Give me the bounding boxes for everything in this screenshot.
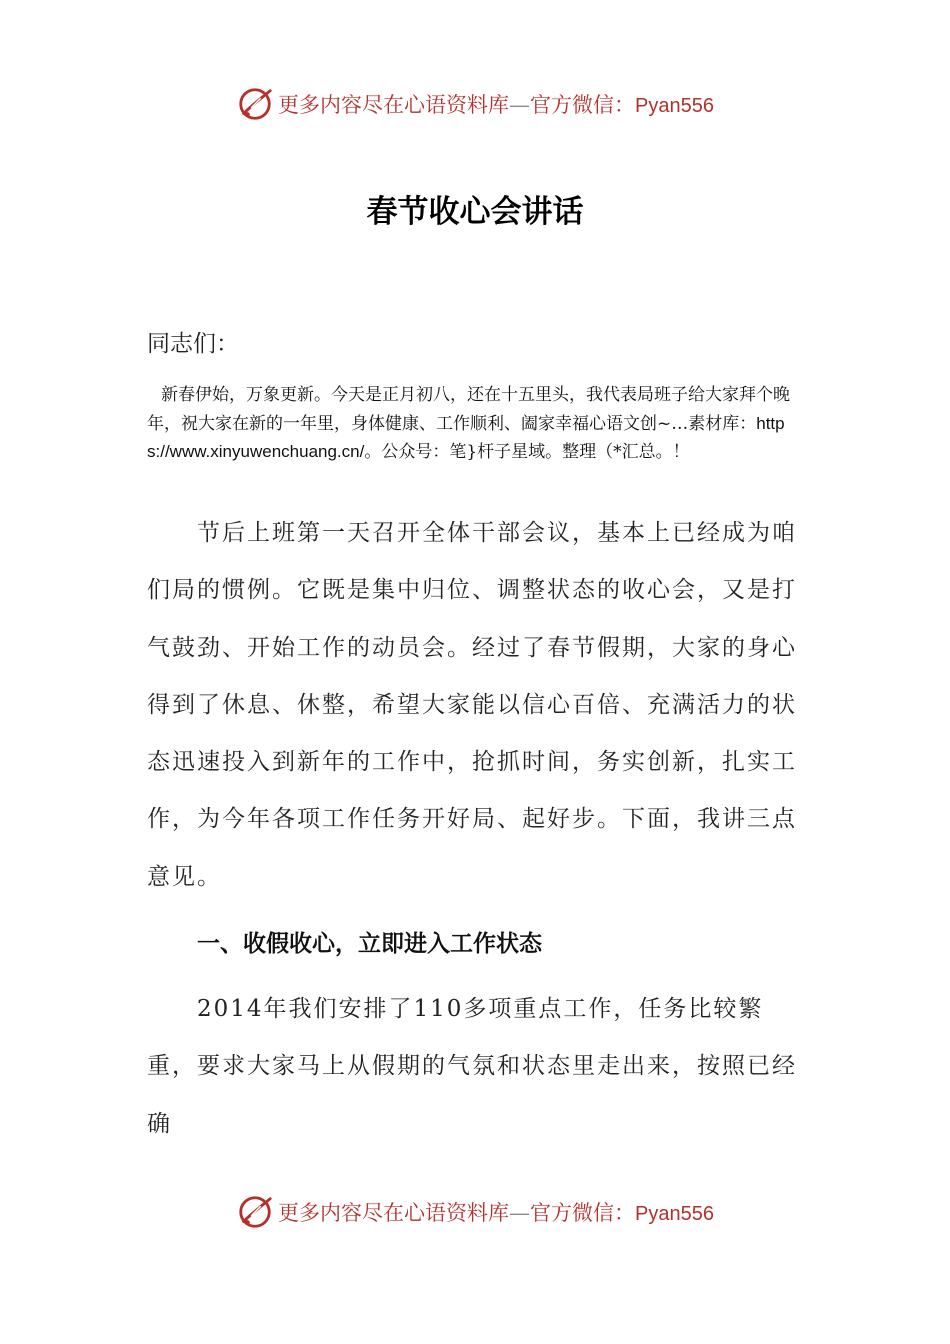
intro-text-after-url: 。公众号：笔}杆子星域。整理（*汇总。！ [364,442,690,462]
intro-url: https://www.xinyuwenchuang.cn/ [147,413,785,461]
footer-banner-wechat-id: Pyan556 [635,1203,714,1225]
header-banner-separator: — [509,93,531,117]
body-paragraph-1: 节后上班第一天召开全体干部会议，基本上已经成为咱们局的惯例。它既是集中归位、调整状态的收心会，又是打气鼓劲、开始工作的动员会。经过了春节假期，大家的身心得到了休息、休整，希望大家能以信心百倍、充满活力的状态迅速投入到新年的工作中，抢抓时间，务实创新，扎实工作，为今年各项工作任务开好局、起好步。下面，我讲三点意见。 [147,520,797,890]
header-banner-text [278,89,714,119]
section-heading-1: 一、收假收心，立即进入工作状态 [197,931,542,957]
greeting: 同志们： [147,331,239,357]
footer-banner-text [278,1197,714,1227]
header-banner [0,82,950,126]
footer-banner-separator: — [509,1201,531,1225]
intro-text-before-url: 新春伊始，万象更新。今天是正月初八，还在十五里头，我代表局班子给大家拜个晚年，祝大家在新的一年里，身体健康、工作顺利、阖家幸福心语文创~…素材库： [147,385,790,434]
header-banner-wechat-label: 官方微信： [530,93,636,117]
intro-paragraph [147,381,807,467]
header-banner-main: 更多内容尽在心语资料库 [278,93,510,117]
header-banner-wechat-id: Pyan556 [635,95,714,117]
footer-banner-main: 更多内容尽在心语资料库 [278,1201,510,1225]
body-paragraph-2: 2014年我们安排了110多项重点工作，任务比较繁重，要求大家马上从假期的气氛和状态里走出来，按照已经确 [147,996,797,1137]
brand-logo-icon [236,1193,274,1231]
footer-banner [0,1190,950,1234]
brand-logo-icon [236,85,274,123]
footer-banner-wechat-label: 官方微信： [530,1201,636,1225]
document-title: 春节收心会讲话 [366,194,584,230]
